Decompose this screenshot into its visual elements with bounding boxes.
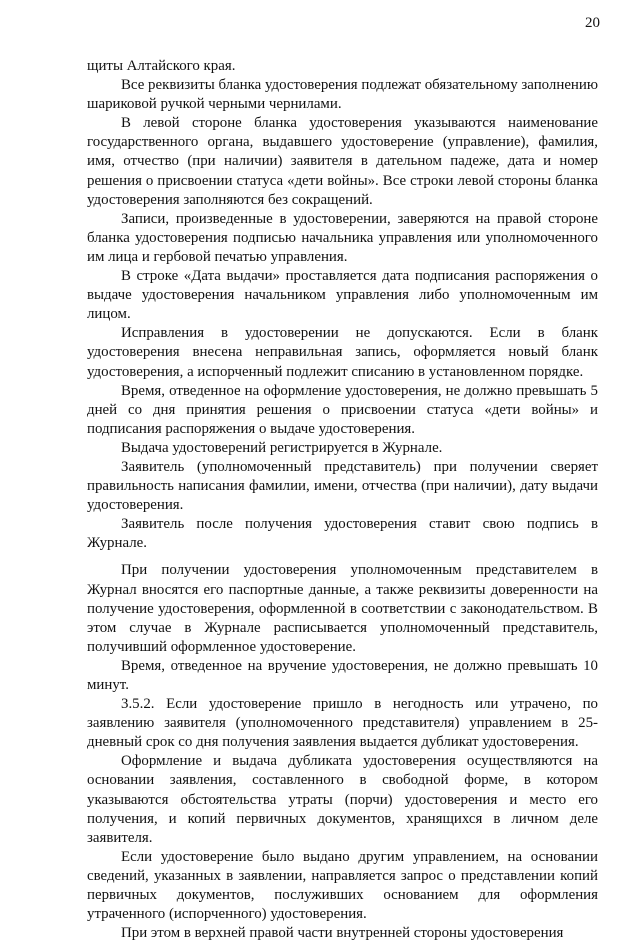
paragraph: В левой стороне бланка удостоверения указываются наименование государственного органа, выдавшего удостоверение (управление), фамилия, имя, отчество (при наличии) заявителя в дательном падеже, дата и номер решения о присвоении статуса «дети войны». Все строки левой стороны бланка удостоверения заполняются без сокращений. [87,115,598,208]
paragraph: Заявитель после получения удостоверения ставит свою подпись в Журнале. [87,516,598,552]
paragraph: Оформление и выдача дубликата удостоверения осуществляются на основании заявления, составленного в свободной форме, в котором указываются обстоятельства утраты (порчи) удостоверения и место его получения, и копий первичных документов, хранящихся в личном деле заявителя. [87,753,598,846]
paragraph: Исправления в удостоверении не допускаются. Если в бланк удостоверения внесена неправильная запись, оформляется новый бланк удостоверения, а испорченный подлежит списанию в установленном порядке. [87,325,598,380]
paragraph: Время, отведенное на вручение удостоверения, не должно превышать 10 минут. [87,657,598,693]
paragraph: В строке «Дата выдачи» проставляется дата подписания распоряжения о выдаче удостоверения начальником управления либо уполномоченным им лицом. [87,268,598,323]
paragraph: щиты Алтайского края. [87,58,236,74]
paragraph: Выдача удостоверений регистрируется в Журнале. [121,439,443,456]
paragraph: 3.5.2. Если удостоверение пришло в негодность или утрачено, по заявлению заявителя (уполномоченного представителя) управлением в 25-дневный срок со дня получения заявления выдается дубликат удостоверения. [87,696,598,751]
paragraph: Заявитель (уполномоченный представитель) при получении сверяет правильность написания фамилии, имени, отчества (при наличии), дату выдачи удостоверения. [87,458,598,514]
paragraph: Все реквизиты бланка удостоверения подлежат обязательному заполнению шариковой ручкой черными чернилами. [87,77,598,113]
document-body [87,57,598,943]
page-number: 20 [585,15,600,31]
paragraph: Если удостоверение было выдано другим управлением, на основании сведений, указанных в заявлении, направляется запрос о представлении копий первичных документов, послуживших основанием для оформления утраченного (испорченного) удостоверения. [87,848,598,923]
paragraph: Время, отведенное на оформление удостоверения, не должно превышать 5 дней со дня принятия решения о присвоении статуса «дети войны» и подписания распоряжения о выдаче удостоверения. [87,382,598,437]
paragraph: При получении удостоверения уполномоченным представителем в Журнал вносятся его паспортные данные, а также реквизиты доверенности на получение удостоверения, оформленной в соответствии с законодательством. В этом случае в Журнале расписывается уполномоченный представитель, получивший оформленное удостоверение. [87,562,598,655]
paragraph: При этом в верхней правой части внутренней стороны удостоверения [121,925,564,942]
paragraph: Записи, произведенные в удостоверении, заверяются на правой стороне бланка удостоверения подписью начальника управления или уполномоченного им лица и гербовой печатью управления. [87,210,598,265]
